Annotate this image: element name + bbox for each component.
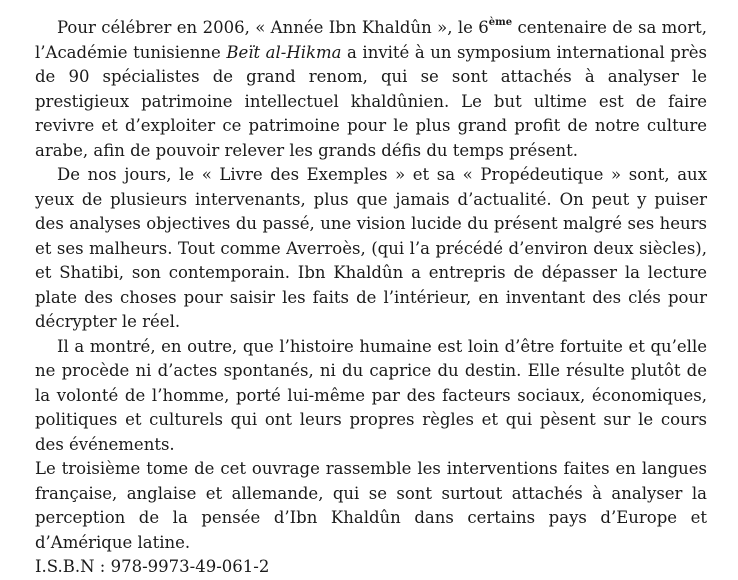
paragraph-history: Il a montré, en outre, que l’histoire humaine est loin d’être fortuite et qu’elle ne procède ni d’actes spontanés, ni du caprice du destin. Elle résulte plutôt de la volonté de l’homme, porté lui-même par des facteurs sociaux, économiques, politiques et culturels qui ont leurs propres règles et qui pèsent sur le cours des événements. <box>35 336 707 454</box>
document-body <box>35 16 707 580</box>
paragraph-relevance: De nos jours, le « Livre des Exemples » et sa « Propédeutique » sont, aux yeux de plusieurs intervenants, plus que jamais d’actualité. On peut y puiser des analyses objectives du passé, une vision lucide du présent malgré ses heurs et ses malheurs. Tout comme Averroès, (qui l’a précédé d’environ deux siècles), et Shatibi, son contemporain. Ibn Khaldûn a entrepris de dépasser la lecture plate des choses pour saisir les faits de l’intérieur, en inventant des clés pour décrypter le réel. <box>35 165 707 331</box>
ordinal-superscript: ème <box>488 16 513 28</box>
intro-text-start: Pour célébrer en 2006, « Année Ibn Khaldûn », le 6 <box>57 18 489 37</box>
paragraph-volume: Le troisième tome de cet ouvrage rassemble les interventions faites en langues française, anglaise et allemande, qui se sont surtout attachés à analyser la perception de la pensée d’Ibn Khaldûn dans certains pays d’Europe et d’Amérique latine. <box>35 459 707 552</box>
intro-text-end: a invité à un symposium international près de 90 spécialistes de grand renom, qui se sont attachés à analyser le prestigieux patrimoine intellectuel khaldûnien. Le but ultime est de faire revivre et d’exploiter ce patrimoine pour le plus grand profit de notre culture arabe, afin de pouvoir relever les grands défis du temps présent. <box>35 42 707 160</box>
isbn-line: I.S.B.N : 978-9973-49-061-2 <box>35 557 270 576</box>
paragraph-intro <box>35 16 707 163</box>
intro-text-middle: centenaire de sa mort, l’Académie tunisienne <box>35 18 708 62</box>
academy-name: Beït al-Hikma <box>226 42 342 62</box>
